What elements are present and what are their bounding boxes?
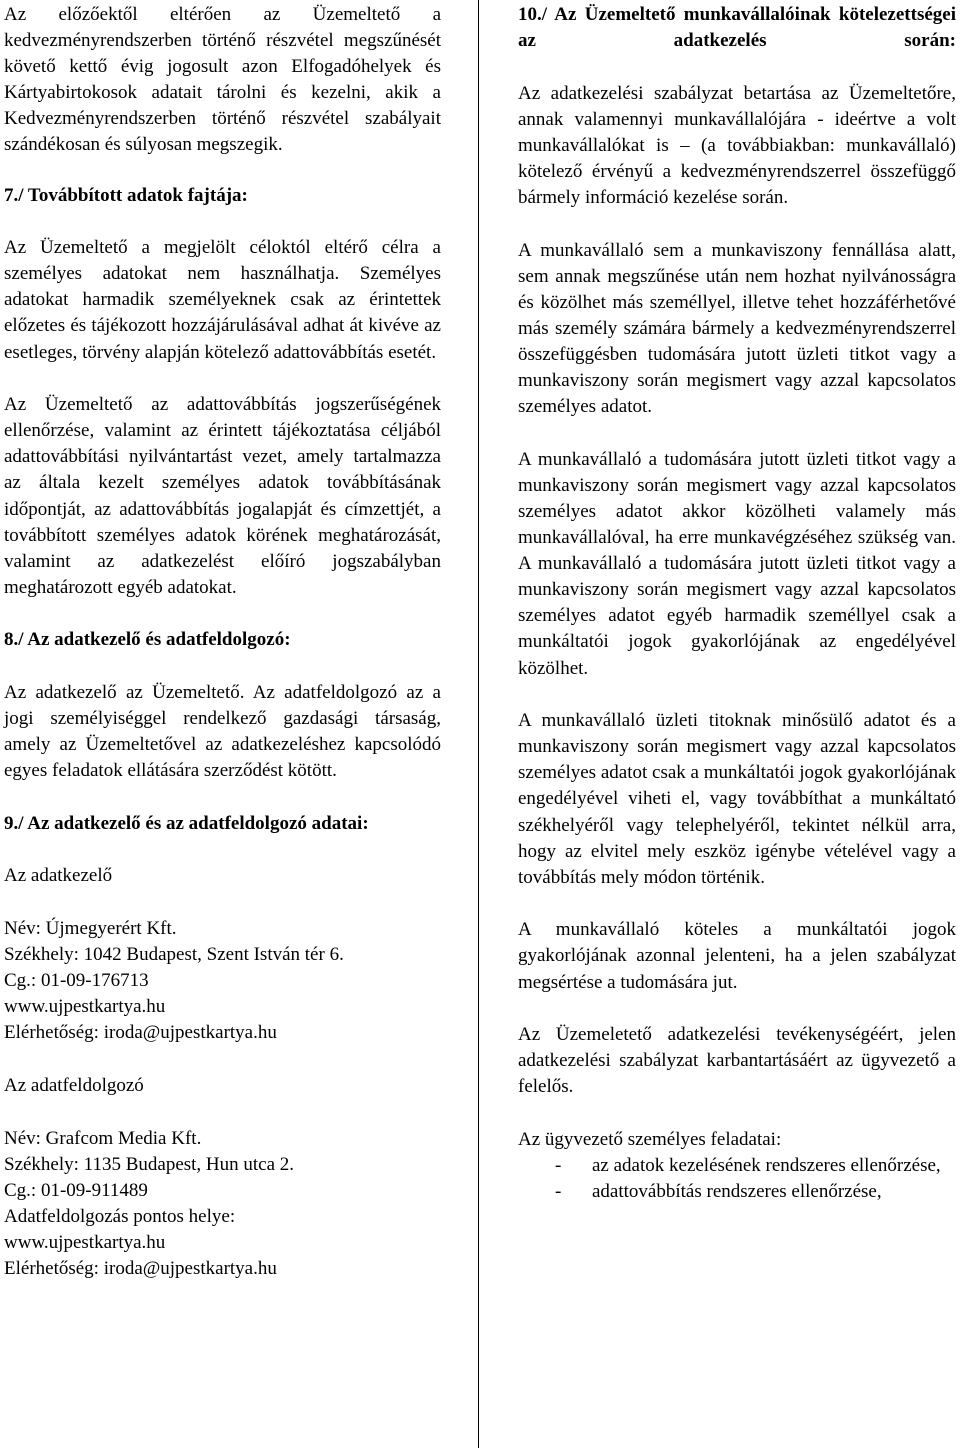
processor-title: Az adatfeldolgozó [4,1075,144,1096]
controller-registration: Cg.: 01-09-176713 [4,970,149,992]
processor-website: www.ujpestkartya.hu [4,1231,166,1253]
processor-name: Név: Grafcom Media Kft. [4,1127,202,1149]
section-10-paragraph-5: A munkavállaló köteles a munkáltatói jogok gyakorlójának azonnal jelenteni, ha a jelen szabályzat megsértése a tudomására jut. [518,919,956,993]
section-10-paragraph-6: Az Üzemeletető adatkezelési tevékenységéért, jelen adatkezelési szabályzat karbantartásáért az ügyvezető a felelős. [518,1024,956,1098]
section-7-paragraph-1: Az Üzemeltető a megjelölt céloktól eltérő célra a személyes adatokat nem használhatja. Személyes adatokat harmadik személyeknek csak az érintettek előzetes és tájékozott hozzájárulásával adhat át kivéve az esetleges, törvény alapján kötelező adattovábbítás esetét. [4,237,441,363]
section-10-paragraph-2: A munkavállaló sem a munkaviszony fennállása alatt, sem annak megszűnése után nem hozhat nyilvánosságra és közölhet más személlyel, illetve tehet hozzáférhetővé más személy számára bármely a kedvezményrendszerrel összefüggésben tudomására jutott üzleti titkot vagy a munkaviszony során megismert vagy azzal kapcsolatos személyes adatot. [518,239,956,418]
controller-contact: Elérhetőség: iroda@ujpestkartya.hu [4,1022,277,1044]
processor-registration: Cg.: 01-09-911489 [4,1179,148,1201]
section-10-paragraph-3: A munkavállaló a tudomására jutott üzleti titkot vagy a munkaviszony során megismert vagy azzal kapcsolatos személyes adatot akkor közölheti valamely más munkavállalóval, ha erre munkavégzéséhez szükség van. A munkavállaló a tudomására jutott üzleti titkot vagy a munkaviszony során megismert vagy azzal kapcsolatos személyes adatot egyéb harmadik személlyel csak a munkáltatói jogok gyakorlójának az engedélyével közölhet. [518,448,956,679]
section-7-paragraph-2: Az Üzemeltető az adattovábbítás jogszerűségének ellenőrzése, valamint az érintett tájékoztatása céljából adattovábbítási nyilvántartást vezet, amely tartalmazza az általa kezelt személyes adatok továbbításának időpontját, az adattovábbítás jogalapját és címzettjét, a továbbított személyes adatok körének meghatározását, valamint az adatkezelést előíró jogszabályban meghatározott egyéb adatokat. [4,394,441,598]
section-7-heading: 7./ Továbbított adatok fajtája: [4,184,248,206]
duties-list [518,1153,956,1205]
section-10-paragraph-1: Az adatkezelési szabályzat betartása az Üzemeltetőre, annak valamennyi munkavállalójára - ideértve a volt munkavállalókat is – (a továbbiakban: munkavállaló) kötelező érvényű a kedvezményrendszerrel összefüggő bármely információ kezelése során. [518,82,956,209]
controller-title: Az adatkezelő [4,865,113,887]
processor-contact: Elérhetőség: iroda@ujpestkartya.hu [4,1258,277,1280]
section-10-heading: 10./ Az Üzemeltető munkavállalóinak kötelezettségei az adatkezelés során: [518,4,956,52]
controller-name: Név: Újmegyerért Kft. [4,918,177,940]
controller-website: www.ujpestkartya.hu [4,996,166,1018]
list-item: - adattovábbítás rendszeres ellenőrzése, [518,1179,956,1205]
processor-location-label: Adatfeldolgozás pontos helye: [4,1205,236,1227]
intro-paragraph: Az előzőektől eltérően az Üzemeltető a kedvezményrendszerben történő részvétel megszűnését követő kettő évig jogosult azon Elfogadóhelyek és Kártyabirtokosok adatait tárolni és kezelni, akik a Kedvezményrendszerben történő részvétel szabályait szándékosan és súlyosan megszegik. [4,4,441,156]
list-item: - az adatok kezelésének rendszeres ellenőrzése, [518,1153,956,1179]
section-8-heading: 8./ Az adatkezelő és adatfeldolgozó: [4,629,291,651]
section-10-paragraph-4: A munkavállaló üzleti titoknak minősülő adatot és a munkaviszony során megismert vagy azzal kapcsolatos személyes adatot csak a munkáltatói jogok gyakorlójának engedélyével viheti el, vagy továbbíthat a munkáltató székhelyéről vagy telephelyéről, tekintet nélkül arra, hogy az elvitel mely eszköz igénybe vételével vagy a továbbítás mely módon történik. [518,710,956,888]
processor-details [4,1126,441,1283]
left-column [4,2,441,1282]
right-column [518,2,956,1205]
section-8-paragraph: Az adatkezelő az Üzemeltető. Az adatfeldolgozó az a jogi személyiséggel rendelkező gazdasági társaság, amely az Üzemeltetővel az adatkezeléshez kapcsolódó egyes feladatok ellátására szerződést kötött. [4,681,441,782]
section-9-heading: 9./ Az adatkezelő és az adatfeldolgozó adatai: [4,812,369,834]
processor-address: Székhely: 1135 Budapest, Hun utca 2. [4,1153,295,1175]
duties-title: Az ügyvezető személyes feladatai: [518,1128,782,1150]
column-divider [478,0,479,1448]
controller-details [4,916,441,1046]
controller-address: Székhely: 1042 Budapest, Szent István tér 6. [4,944,344,966]
